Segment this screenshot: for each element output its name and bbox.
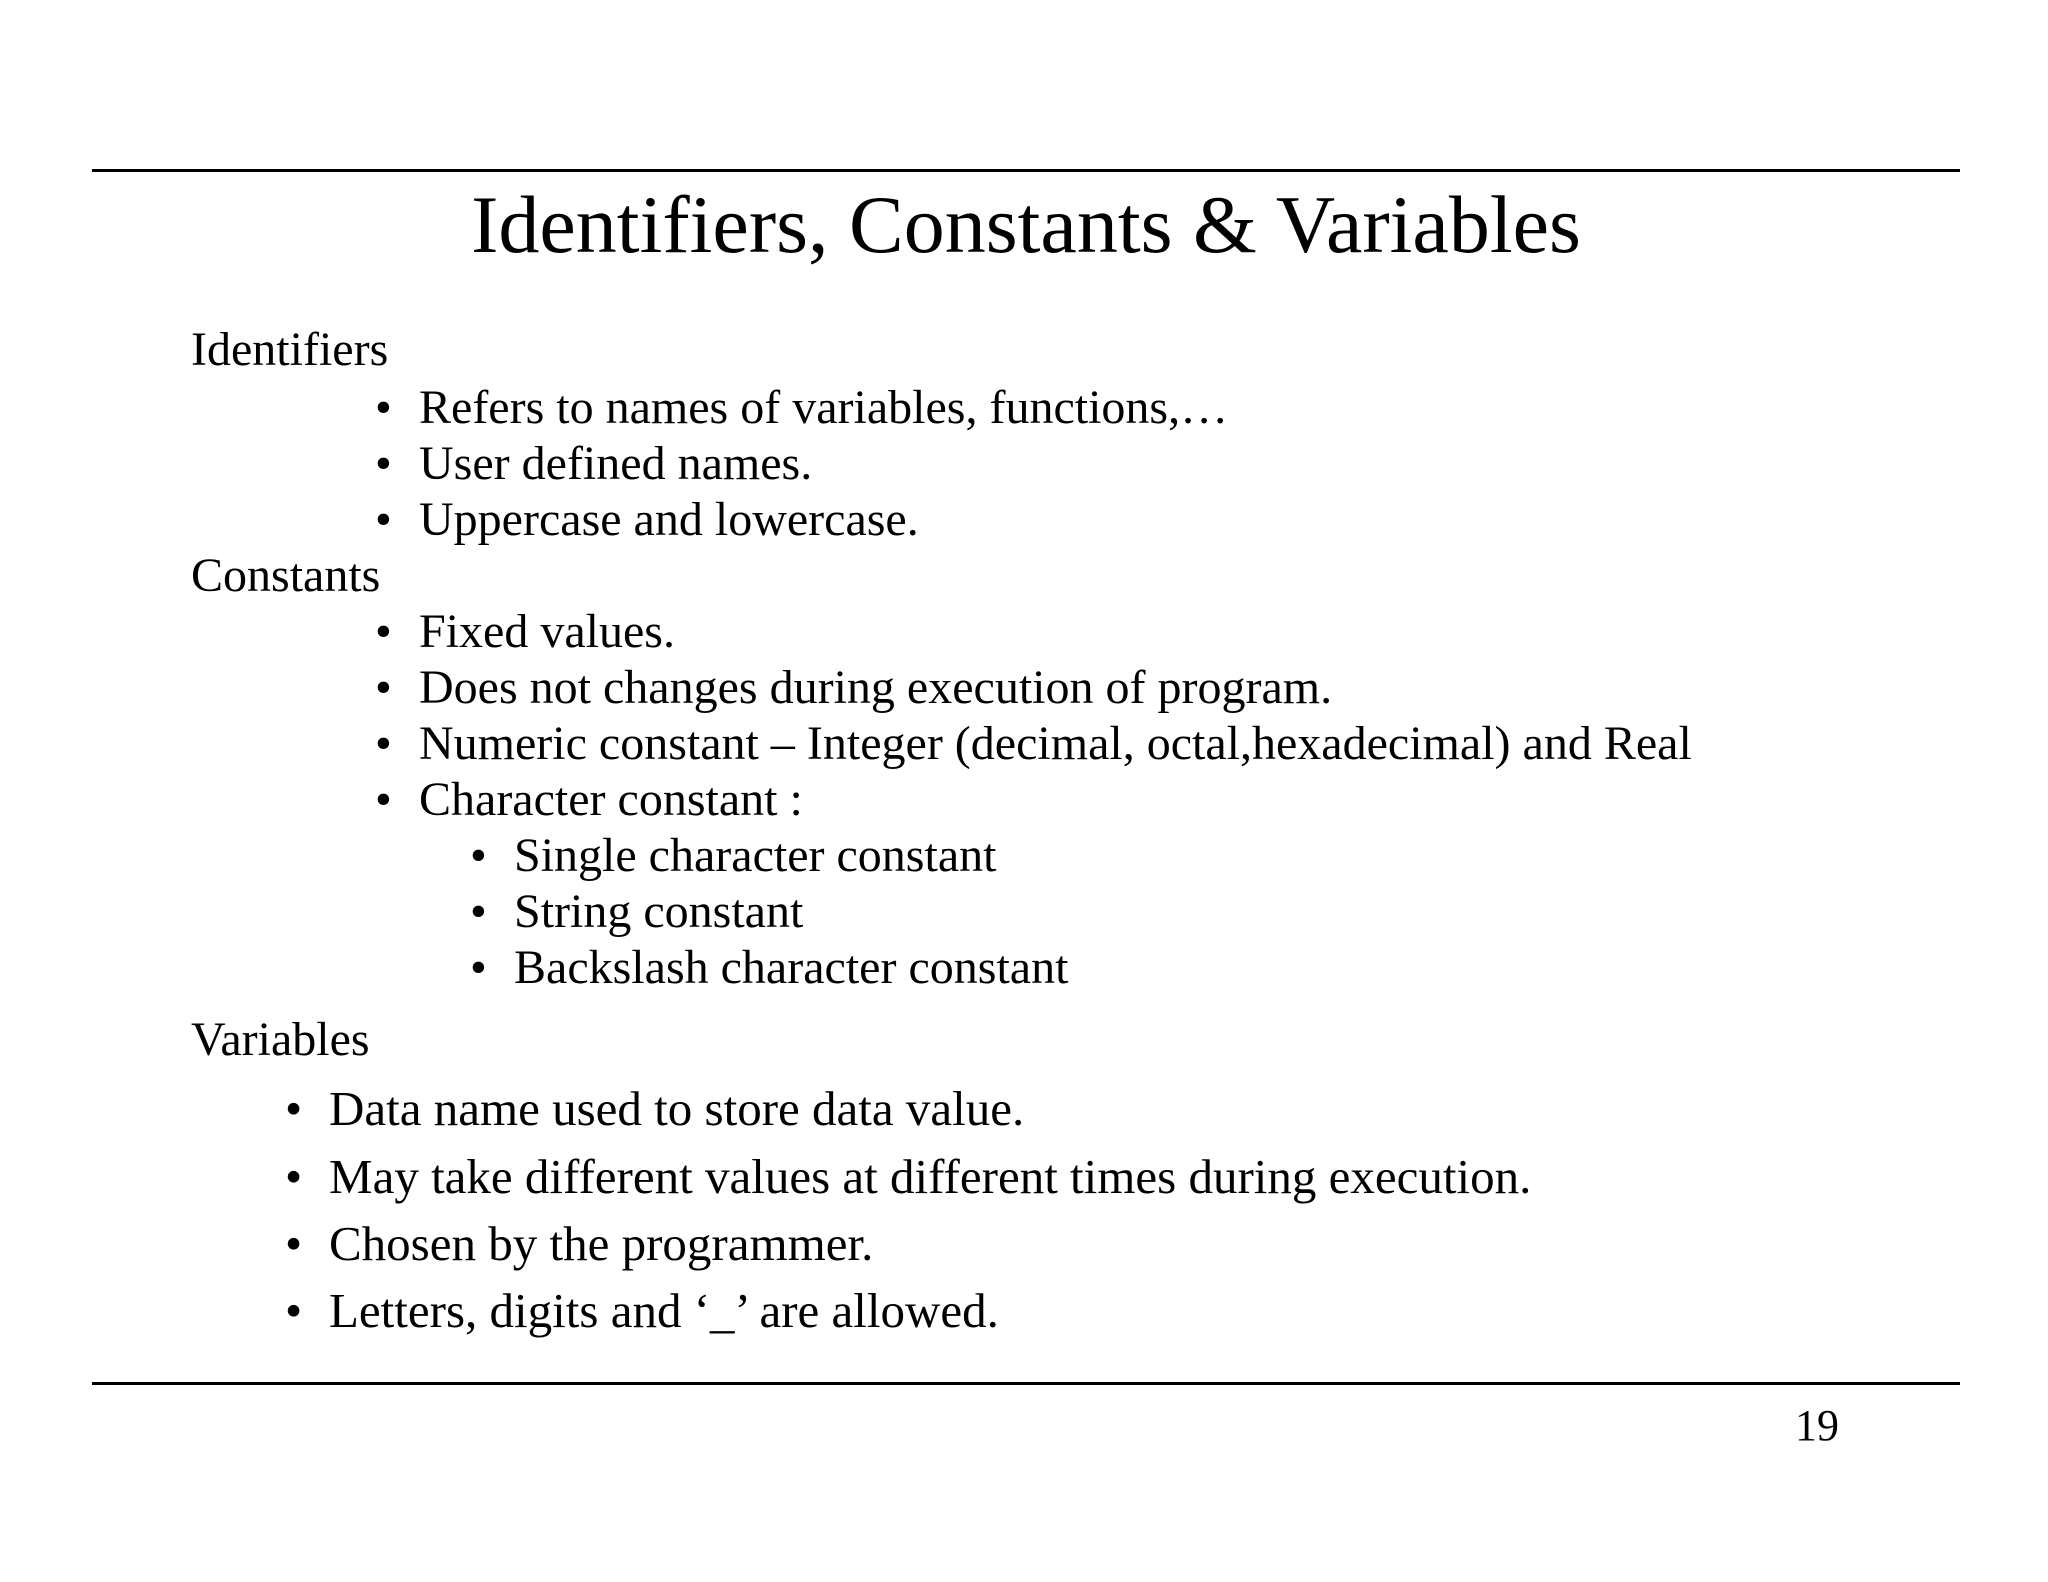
constants-sub-item [470, 884, 803, 940]
constants-sub-item-text: Backslash character constant [514, 941, 1069, 994]
bullet-icon: • [285, 1149, 303, 1204]
constants-item [375, 772, 803, 828]
identifiers-item-text: User defined names. [419, 437, 813, 490]
constants-item-text: Character constant : [419, 773, 803, 826]
variables-item [285, 1149, 1531, 1205]
identifiers-item-text: Uppercase and lowercase. [419, 493, 919, 546]
bullet-icon: • [470, 885, 487, 938]
identifiers-item-text: Refers to names of variables, functions,… [419, 381, 1229, 434]
variables-item [285, 1283, 999, 1339]
bullet-icon: • [375, 381, 392, 434]
constants-item [375, 716, 1692, 772]
bullet-icon: • [285, 1283, 303, 1338]
bullet-icon: • [375, 661, 392, 714]
variables-item-text: Chosen by the programmer. [329, 1216, 874, 1271]
constants-item [375, 660, 1332, 716]
constants-item [375, 604, 675, 660]
variables-item-text: May take different values at different times during execution. [329, 1149, 1532, 1204]
constants-sub-item [470, 940, 1068, 996]
bullet-icon: • [470, 941, 487, 994]
bullet-icon: • [470, 829, 487, 882]
constants-sub-item-text: String constant [514, 885, 804, 938]
bullet-icon: • [375, 717, 392, 770]
bullet-icon: • [285, 1216, 303, 1271]
bullet-icon: • [375, 605, 392, 658]
identifiers-item [375, 380, 1228, 436]
variables-item [285, 1081, 1024, 1137]
bullet-icon: • [375, 437, 392, 490]
page-number: 19 [1795, 1401, 1839, 1450]
slide-title: Identifiers, Constants & Variables [471, 179, 1581, 270]
bullet-icon: • [285, 1081, 303, 1136]
constants-item-text: Fixed values. [419, 605, 675, 658]
constants-heading: Constants [191, 549, 381, 602]
constants-item-text: Does not changes during execution of program. [419, 661, 1333, 714]
variables-item-text: Letters, digits and ‘_’ are allowed. [329, 1283, 999, 1338]
constants-sub-item-text: Single character constant [514, 829, 997, 882]
variables-heading: Variables [191, 1013, 370, 1066]
identifiers-item [375, 436, 812, 492]
variables-item [285, 1216, 873, 1272]
bullet-icon: • [375, 773, 392, 826]
bottom-rule [92, 1382, 1960, 1385]
identifiers-item [375, 492, 919, 548]
constants-item-text: Numeric constant – Integer (decimal, octal,hexadecimal) and Real [419, 717, 1692, 770]
bullet-icon: • [375, 493, 392, 546]
identifiers-heading: Identifiers [191, 323, 389, 376]
constants-sub-item [470, 828, 996, 884]
variables-item-text: Data name used to store data value. [329, 1081, 1025, 1136]
